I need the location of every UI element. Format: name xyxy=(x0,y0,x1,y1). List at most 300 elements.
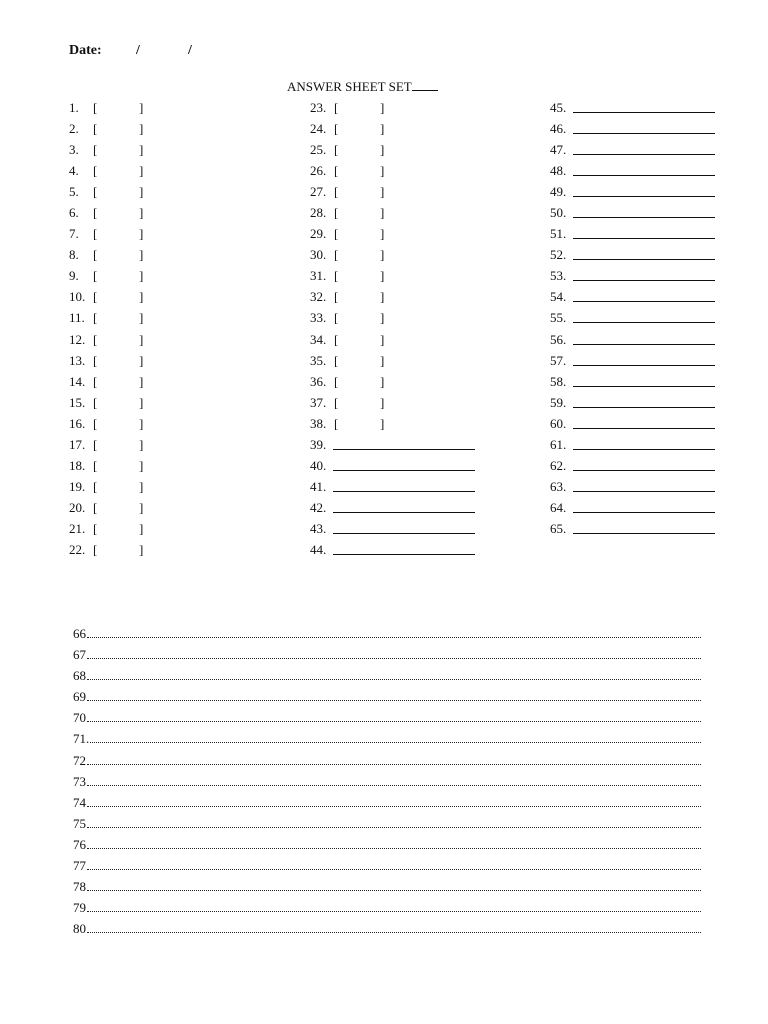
question-number: 28. xyxy=(310,205,327,221)
answer-row-line xyxy=(550,226,720,247)
close-bracket: ] xyxy=(380,415,385,431)
open-bracket: [ xyxy=(334,163,339,179)
close-bracket: ] xyxy=(380,226,385,242)
question-number: 57. xyxy=(550,352,567,368)
open-bracket: [ xyxy=(334,142,339,158)
question-number: 78 xyxy=(73,879,86,895)
question-number: 52. xyxy=(550,247,567,263)
question-number: 44. xyxy=(310,541,327,557)
close-bracket: ] xyxy=(139,121,144,137)
answer-box[interactable] xyxy=(99,416,137,432)
answer-line[interactable] xyxy=(333,470,475,471)
dotted-answer-line[interactable] xyxy=(87,742,701,743)
answer-line[interactable] xyxy=(573,407,715,408)
open-bracket: [ xyxy=(334,415,339,431)
question-number: 32. xyxy=(310,289,327,305)
answer-box[interactable] xyxy=(99,184,137,200)
close-bracket: ] xyxy=(139,394,144,410)
long-answer-row xyxy=(73,816,701,837)
answer-row-line xyxy=(550,500,720,521)
question-number: 41. xyxy=(310,478,327,494)
answer-row-line xyxy=(550,310,720,331)
open-bracket: [ xyxy=(93,373,98,389)
answer-line[interactable] xyxy=(573,470,715,471)
long-answer-row xyxy=(73,647,701,668)
question-number: 4. xyxy=(69,163,79,179)
answer-row-bracket xyxy=(69,542,189,563)
question-number: 35. xyxy=(310,352,327,368)
title-text: ANSWER SHEET SET xyxy=(287,79,412,94)
answer-row-bracket xyxy=(310,416,480,437)
close-bracket: ] xyxy=(139,163,144,179)
answer-line[interactable] xyxy=(573,196,715,197)
answer-row-line xyxy=(550,163,720,184)
answer-line[interactable] xyxy=(573,259,715,260)
answer-line[interactable] xyxy=(573,533,715,534)
question-number: 58. xyxy=(550,373,567,389)
answer-line[interactable] xyxy=(333,449,475,450)
question-number: 66 xyxy=(73,626,86,641)
question-number: 74 xyxy=(73,794,86,810)
answer-box[interactable] xyxy=(99,142,137,158)
long-answer-row xyxy=(73,626,701,647)
question-number: 14. xyxy=(69,373,86,389)
question-number: 73 xyxy=(73,773,86,789)
answer-row-line xyxy=(310,542,480,563)
dotted-answer-line[interactable] xyxy=(87,911,701,912)
close-bracket: ] xyxy=(139,331,144,347)
close-bracket: ] xyxy=(380,394,385,410)
close-bracket: ] xyxy=(380,310,385,326)
question-number: 25. xyxy=(310,142,327,158)
question-number: 45. xyxy=(550,100,567,115)
question-number: 36. xyxy=(310,373,327,389)
question-number: 80 xyxy=(73,921,86,937)
answer-row-line xyxy=(550,268,720,289)
dotted-answer-line[interactable] xyxy=(87,679,701,680)
close-bracket: ] xyxy=(139,142,144,158)
answer-row-bracket xyxy=(310,310,480,331)
open-bracket: [ xyxy=(93,457,98,473)
date-separator: / xyxy=(136,43,140,58)
answer-box[interactable] xyxy=(340,205,378,221)
answer-box[interactable] xyxy=(340,416,378,432)
answer-box[interactable] xyxy=(99,500,137,516)
question-number: 21. xyxy=(69,520,86,536)
dotted-answer-line[interactable] xyxy=(87,700,701,701)
answer-row-bracket xyxy=(310,289,480,310)
answer-row-line xyxy=(310,521,480,542)
open-bracket: [ xyxy=(334,205,339,221)
long-answer-row xyxy=(73,668,701,689)
answer-row-line xyxy=(550,100,720,121)
answer-sheet-title xyxy=(287,79,438,95)
open-bracket: [ xyxy=(93,436,98,452)
answer-box[interactable] xyxy=(340,374,378,390)
answer-box[interactable] xyxy=(340,121,378,137)
question-number: 37. xyxy=(310,394,327,410)
open-bracket: [ xyxy=(93,247,98,263)
question-number: 68 xyxy=(73,668,86,684)
open-bracket: [ xyxy=(334,247,339,263)
date-separator: / xyxy=(188,43,192,58)
question-number: 79 xyxy=(73,900,86,916)
answer-line[interactable] xyxy=(333,533,475,534)
open-bracket: [ xyxy=(334,100,339,115)
answer-line[interactable] xyxy=(573,112,715,113)
answer-row-bracket xyxy=(69,416,189,437)
question-number: 72 xyxy=(73,752,86,768)
question-number: 67 xyxy=(73,647,86,663)
open-bracket: [ xyxy=(334,394,339,410)
question-number: 70 xyxy=(73,710,86,726)
close-bracket: ] xyxy=(139,268,144,284)
answer-row-line xyxy=(550,374,720,395)
question-number: 6. xyxy=(69,205,79,221)
long-answer-row xyxy=(73,858,701,879)
question-number: 71. xyxy=(73,731,90,747)
answer-row-line xyxy=(550,247,720,268)
question-number: 47. xyxy=(550,142,567,158)
answer-row-bracket xyxy=(310,395,480,416)
close-bracket: ] xyxy=(139,352,144,368)
question-number: 43. xyxy=(310,520,327,536)
long-answer-row xyxy=(73,837,701,858)
answer-box[interactable] xyxy=(340,184,378,200)
answer-line[interactable] xyxy=(573,175,715,176)
answer-row-bracket xyxy=(310,163,480,184)
question-number: 55. xyxy=(550,310,567,326)
answer-row-bracket xyxy=(310,205,480,226)
dotted-answer-line[interactable] xyxy=(87,785,701,786)
answer-row-line xyxy=(550,437,720,458)
open-bracket: [ xyxy=(93,310,98,326)
close-bracket: ] xyxy=(139,478,144,494)
dotted-answer-line[interactable] xyxy=(87,869,701,870)
dotted-answer-line[interactable] xyxy=(87,637,701,638)
answer-box[interactable] xyxy=(99,100,137,116)
question-number: 15. xyxy=(69,394,86,410)
answer-line[interactable] xyxy=(573,133,715,134)
answer-box[interactable] xyxy=(340,142,378,158)
answer-row-bracket xyxy=(69,289,189,310)
answer-row-bracket xyxy=(69,374,189,395)
answer-box[interactable] xyxy=(340,395,378,411)
close-bracket: ] xyxy=(380,352,385,368)
question-number: 29. xyxy=(310,226,327,242)
long-answer-row xyxy=(73,900,701,921)
question-number: 61. xyxy=(550,436,567,452)
close-bracket: ] xyxy=(139,373,144,389)
open-bracket: [ xyxy=(334,331,339,347)
answer-row-bracket xyxy=(69,205,189,226)
open-bracket: [ xyxy=(334,352,339,368)
open-bracket: [ xyxy=(93,226,98,242)
close-bracket: ] xyxy=(380,289,385,305)
question-number: 11. xyxy=(69,310,85,326)
question-number: 24. xyxy=(310,121,327,137)
answer-line[interactable] xyxy=(573,428,715,429)
answer-line[interactable] xyxy=(573,217,715,218)
answer-box[interactable] xyxy=(340,268,378,284)
answer-box[interactable] xyxy=(99,205,137,221)
column-1 xyxy=(69,100,189,563)
answer-box[interactable] xyxy=(340,332,378,348)
close-bracket: ] xyxy=(380,121,385,137)
answer-row-line xyxy=(550,289,720,310)
dotted-answer-line[interactable] xyxy=(87,764,701,765)
answer-box[interactable] xyxy=(99,226,137,242)
answer-line[interactable] xyxy=(573,322,715,323)
answer-box[interactable] xyxy=(340,226,378,242)
question-number: 40. xyxy=(310,457,327,473)
answer-row-bracket xyxy=(69,226,189,247)
answer-row-line xyxy=(310,479,480,500)
dotted-answer-line[interactable] xyxy=(87,890,701,891)
answer-row-bracket xyxy=(310,268,480,289)
answer-row-line xyxy=(310,458,480,479)
question-number: 16. xyxy=(69,415,86,431)
answer-box[interactable] xyxy=(99,521,137,537)
answer-row-bracket xyxy=(69,437,189,458)
answer-row-line xyxy=(550,332,720,353)
open-bracket: [ xyxy=(93,331,98,347)
close-bracket: ] xyxy=(139,457,144,473)
answer-row-bracket xyxy=(69,268,189,289)
answer-box[interactable] xyxy=(340,353,378,369)
answer-row-bracket xyxy=(310,374,480,395)
long-answer-row xyxy=(73,795,701,816)
answer-line[interactable] xyxy=(573,512,715,513)
answer-box[interactable] xyxy=(99,268,137,284)
close-bracket: ] xyxy=(380,100,385,115)
dotted-answer-line[interactable] xyxy=(87,806,701,807)
question-number: 5. xyxy=(69,184,79,200)
question-number: 48. xyxy=(550,163,567,179)
question-number: 22. xyxy=(69,541,86,557)
open-bracket: [ xyxy=(93,499,98,515)
answer-box[interactable] xyxy=(99,247,137,263)
answer-box[interactable] xyxy=(99,121,137,137)
close-bracket: ] xyxy=(380,142,385,158)
question-number: 27. xyxy=(310,184,327,200)
question-number: 31. xyxy=(310,268,327,284)
close-bracket: ] xyxy=(139,226,144,242)
close-bracket: ] xyxy=(139,310,144,326)
close-bracket: ] xyxy=(139,499,144,515)
close-bracket: ] xyxy=(139,541,144,557)
dotted-answer-line[interactable] xyxy=(87,721,701,722)
answer-row-bracket xyxy=(69,142,189,163)
question-number: 60. xyxy=(550,415,567,431)
long-answer-row xyxy=(73,879,701,900)
answer-row-bracket xyxy=(310,353,480,374)
answer-row-line xyxy=(550,205,720,226)
question-number: 59. xyxy=(550,394,567,410)
answer-row-bracket xyxy=(69,163,189,184)
close-bracket: ] xyxy=(380,184,385,200)
answer-row-bracket xyxy=(69,121,189,142)
answer-row-bracket xyxy=(69,500,189,521)
question-number: 17. xyxy=(69,436,86,452)
question-number: 3. xyxy=(69,142,79,158)
question-number: 64. xyxy=(550,499,567,515)
open-bracket: [ xyxy=(334,289,339,305)
answer-box[interactable] xyxy=(99,479,137,495)
answer-row-line xyxy=(310,500,480,521)
dotted-answer-line[interactable] xyxy=(87,848,701,849)
open-bracket: [ xyxy=(93,100,98,115)
answer-row-line xyxy=(550,416,720,437)
question-number: 77 xyxy=(73,858,86,874)
answer-row-bracket xyxy=(310,100,480,121)
open-bracket: [ xyxy=(93,394,98,410)
open-bracket: [ xyxy=(334,121,339,137)
answer-line[interactable] xyxy=(573,238,715,239)
answer-line[interactable] xyxy=(333,554,475,555)
question-number: 12. xyxy=(69,331,86,347)
question-number: 30. xyxy=(310,247,327,263)
open-bracket: [ xyxy=(93,205,98,221)
question-number: 20. xyxy=(69,499,86,515)
question-number: 53. xyxy=(550,268,567,284)
answer-row-bracket xyxy=(69,479,189,500)
answer-line[interactable] xyxy=(573,344,715,345)
answer-row-bracket xyxy=(69,184,189,205)
answer-row-line xyxy=(550,353,720,374)
close-bracket: ] xyxy=(139,520,144,536)
date-label: Date: xyxy=(69,43,102,58)
dotted-answer-line[interactable] xyxy=(87,658,701,659)
answer-line[interactable] xyxy=(573,365,715,366)
answer-box[interactable] xyxy=(99,289,137,305)
open-bracket: [ xyxy=(93,142,98,158)
answer-row-bracket xyxy=(310,332,480,353)
question-number: 9. xyxy=(69,268,79,284)
answer-box[interactable] xyxy=(340,310,378,326)
answer-box[interactable] xyxy=(99,310,137,326)
answer-row-bracket xyxy=(69,100,189,121)
question-number: 23. xyxy=(310,100,327,115)
answer-row-line xyxy=(310,437,480,458)
question-number: 7. xyxy=(69,226,79,242)
question-number: 63. xyxy=(550,478,567,494)
answer-row-bracket xyxy=(69,395,189,416)
answer-box[interactable] xyxy=(99,437,137,453)
answer-box[interactable] xyxy=(99,395,137,411)
answer-row-bracket xyxy=(310,226,480,247)
set-number-blank[interactable] xyxy=(412,79,438,91)
question-number: 51. xyxy=(550,226,567,242)
answer-box[interactable] xyxy=(340,100,378,116)
question-number: 49. xyxy=(550,184,567,200)
dotted-answer-line[interactable] xyxy=(87,932,701,933)
question-number: 62. xyxy=(550,457,567,473)
answer-row-line xyxy=(550,395,720,416)
open-bracket: [ xyxy=(334,268,339,284)
answer-line[interactable] xyxy=(573,154,715,155)
answer-row-bracket xyxy=(69,247,189,268)
question-number: 26. xyxy=(310,163,327,179)
open-bracket: [ xyxy=(93,478,98,494)
answer-row-bracket xyxy=(310,121,480,142)
open-bracket: [ xyxy=(93,121,98,137)
long-answer-row xyxy=(73,753,701,774)
answer-row-bracket xyxy=(310,247,480,268)
dotted-answer-line[interactable] xyxy=(87,827,701,828)
question-number: 42. xyxy=(310,499,327,515)
close-bracket: ] xyxy=(139,247,144,263)
open-bracket: [ xyxy=(334,184,339,200)
question-number: 75 xyxy=(73,815,86,831)
answer-row-line xyxy=(550,479,720,500)
answer-box[interactable] xyxy=(99,374,137,390)
answer-box[interactable] xyxy=(99,353,137,369)
close-bracket: ] xyxy=(139,436,144,452)
answer-row-line xyxy=(550,142,720,163)
answer-row-bracket xyxy=(69,310,189,331)
close-bracket: ] xyxy=(380,205,385,221)
answer-line[interactable] xyxy=(333,491,475,492)
open-bracket: [ xyxy=(334,373,339,389)
answer-line[interactable] xyxy=(573,491,715,492)
answer-line[interactable] xyxy=(573,386,715,387)
open-bracket: [ xyxy=(93,520,98,536)
answer-line[interactable] xyxy=(333,512,475,513)
answer-row-line xyxy=(550,521,720,542)
question-number: 50. xyxy=(550,205,567,221)
answer-box[interactable] xyxy=(99,332,137,348)
close-bracket: ] xyxy=(139,205,144,221)
answer-box[interactable] xyxy=(340,247,378,263)
question-number: 8. xyxy=(69,247,79,263)
open-bracket: [ xyxy=(93,352,98,368)
close-bracket: ] xyxy=(380,373,385,389)
answer-row-bracket xyxy=(69,353,189,374)
answer-row-line xyxy=(550,458,720,479)
answer-line[interactable] xyxy=(573,280,715,281)
question-number: 38. xyxy=(310,415,327,431)
answer-row-line xyxy=(550,121,720,142)
answer-box[interactable] xyxy=(99,458,137,474)
answer-box[interactable] xyxy=(340,163,378,179)
open-bracket: [ xyxy=(93,184,98,200)
close-bracket: ] xyxy=(139,289,144,305)
answer-line[interactable] xyxy=(573,449,715,450)
open-bracket: [ xyxy=(334,226,339,242)
close-bracket: ] xyxy=(380,247,385,263)
answer-box[interactable] xyxy=(340,289,378,305)
long-answer-row xyxy=(73,731,701,752)
question-number: 34. xyxy=(310,331,327,347)
answer-line[interactable] xyxy=(573,301,715,302)
answer-row-bracket xyxy=(69,521,189,542)
close-bracket: ] xyxy=(380,331,385,347)
question-number: 1. xyxy=(69,100,79,115)
answer-box[interactable] xyxy=(99,542,137,558)
answer-box[interactable] xyxy=(99,163,137,179)
answer-row-bracket xyxy=(69,332,189,353)
question-number: 33. xyxy=(310,310,327,326)
question-number: 65. xyxy=(550,520,567,536)
question-number: 46. xyxy=(550,121,567,137)
long-answer-row xyxy=(73,774,701,795)
column-2 xyxy=(310,100,480,563)
question-number: 76 xyxy=(73,836,86,852)
long-answer-row xyxy=(73,710,701,731)
question-number: 54. xyxy=(550,289,567,305)
column-3 xyxy=(550,100,720,542)
